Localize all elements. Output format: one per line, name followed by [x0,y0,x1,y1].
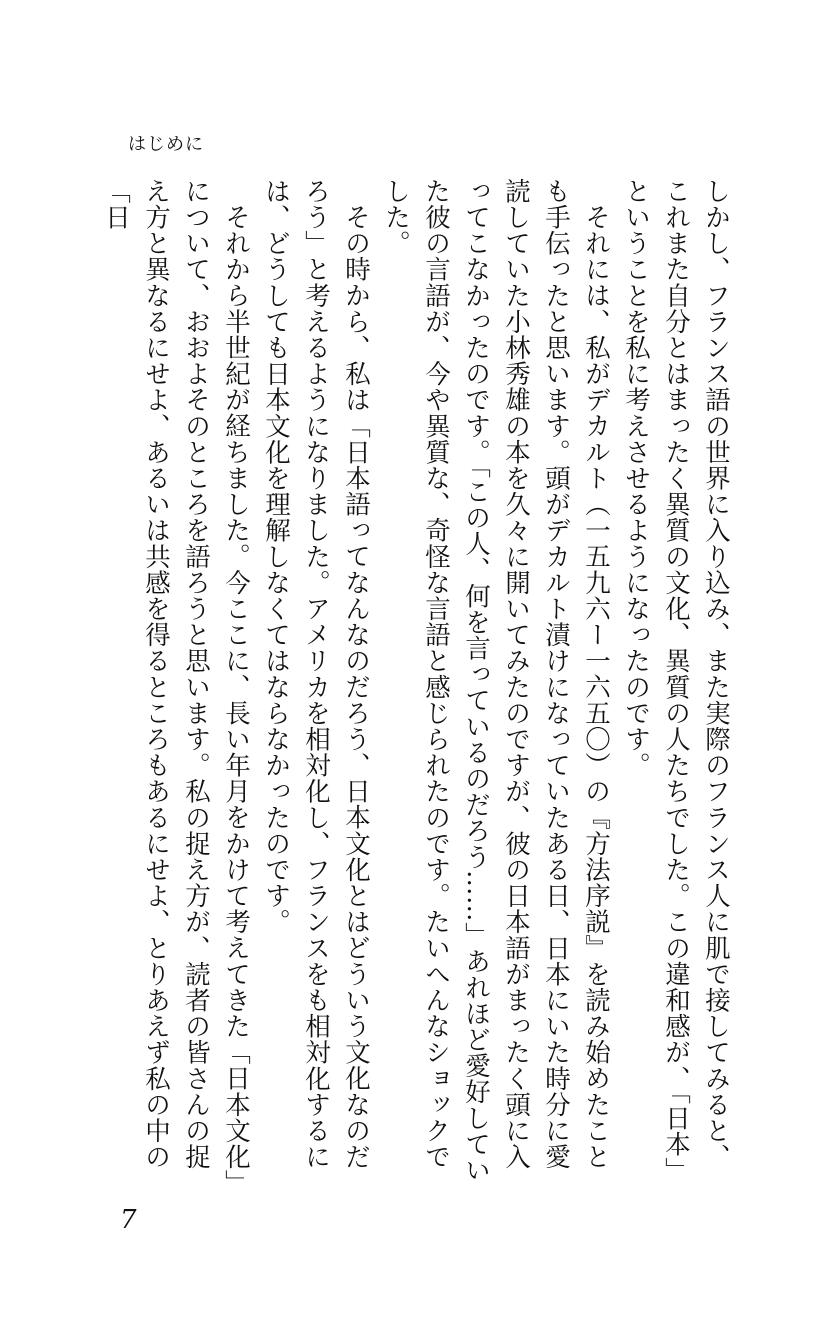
paragraph-2: それには、私がデカルト（一五九六ー一六五〇）の『方法序説』を読み始めたことも手伝ったと思います。頭がデカルト漬けになっていたある日、日本にいた時分に愛読していた小林秀雄の本を久々に開いてみたのですが、彼の日本語がまったく頭に入ってこなかったのです。「この人、何を言っているのだろう……」あれほど愛好していた彼の言語が、今や異質な、奇怪な言語と感じられたのです。たいへんなショックでした。 [381,178,611,1184]
body-text [96,178,736,1188]
running-head: はじめに [128,134,204,155]
paragraph-1: しかし、フランス語の世界に入り込み、また実際のフランス人に肌で接してみると、これまた自分とはまったく異質の文化、異質の人たちでした。この違和感が、「日本」ということを私に考えさせるようになったのです。 [621,178,731,1184]
page-number: 7 [120,1205,137,1235]
paragraph-4: それから半世紀が経ちました。今ここに、長い年月をかけて考えてきた「日本文化」について、おおよそのところを語ろうと思います。私の捉え方が、読者の皆さんの捉え方と異なるにせよ、あるいは共感を得るところもあるにせよ、とりあえず私の中の「日 [101,178,251,1183]
paragraph-3: その時から、私は「日本語ってなんなのだろう、日本文化とはどういう文化なのだろう」と考えるようになりました。アメリカを相対化し、フランスをも相対化するには、どうしても日本文化を理解しなくてはならなかったのです。 [261,178,371,1170]
